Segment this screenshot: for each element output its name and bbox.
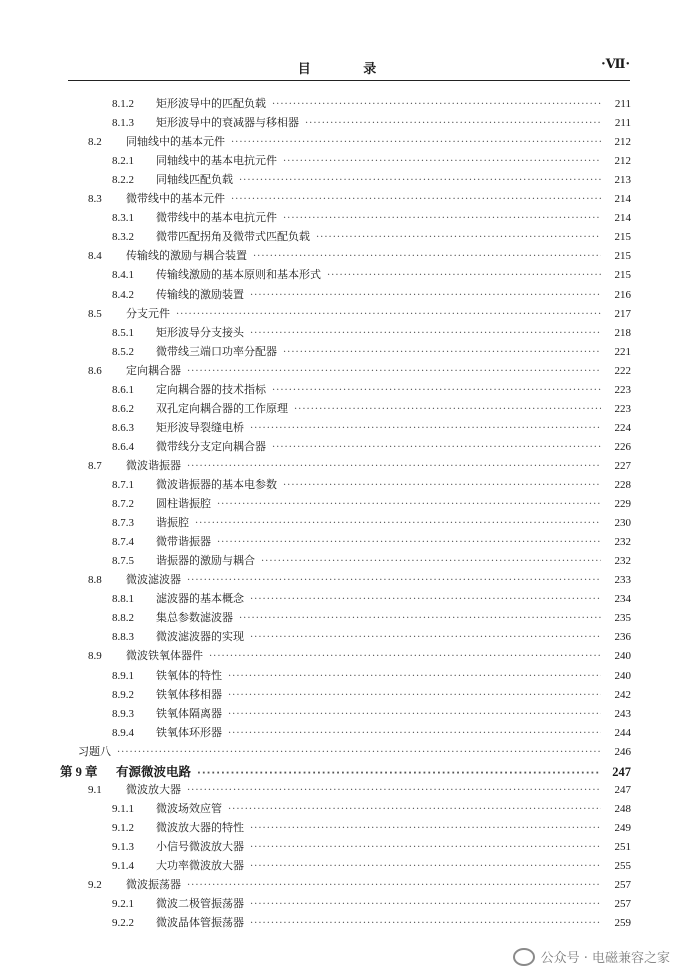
toc-section-number: 8.7.3 bbox=[112, 517, 134, 530]
toc-row[interactable] bbox=[112, 95, 631, 113]
toc-page-number: 215 bbox=[614, 269, 631, 282]
toc-page-number: 211 bbox=[614, 98, 631, 110]
toc-leader-dots bbox=[283, 156, 601, 167]
toc-page-number: 247 bbox=[612, 764, 631, 779]
toc-leader-dots bbox=[231, 194, 601, 205]
toc-section-title: 同轴线匹配负载 bbox=[156, 173, 233, 187]
toc-leader-dots bbox=[228, 728, 601, 739]
toc-row[interactable] bbox=[112, 914, 631, 932]
toc-section-number: 8.7.1 bbox=[112, 479, 134, 491]
toc-row[interactable] bbox=[112, 533, 631, 551]
toc-page-number: 227 bbox=[614, 459, 631, 472]
toc-section-title: 同轴线中的基本元件 bbox=[126, 135, 225, 149]
toc-page-number: 211 bbox=[614, 117, 631, 130]
toc-leader-dots bbox=[316, 232, 601, 243]
toc-section-title: 矩形波导裂缝电桥 bbox=[156, 420, 244, 434]
toc-page-number: 257 bbox=[614, 898, 631, 911]
toc-leader-dots bbox=[217, 499, 601, 510]
toc-row[interactable] bbox=[112, 114, 631, 132]
toc-section-number: 8.8 bbox=[88, 574, 102, 587]
toc-leader-dots bbox=[228, 671, 601, 682]
toc-section-number: 9.1.4 bbox=[112, 860, 134, 872]
toc-section-title: 分支元件 bbox=[126, 306, 170, 320]
toc-section-number: 8.6.1 bbox=[112, 383, 134, 396]
toc-section-number: 8.9.1 bbox=[112, 669, 134, 682]
toc-leader-dots bbox=[250, 899, 601, 910]
toc-section-number: 8.9 bbox=[88, 650, 102, 663]
toc-leader-dots bbox=[217, 537, 601, 548]
toc-page-number: 246 bbox=[614, 745, 631, 758]
toc-row[interactable] bbox=[112, 381, 631, 399]
toc-section-number: 8.7.2 bbox=[112, 498, 134, 511]
toc-section-title: 微带线分支定向耦合器 bbox=[156, 439, 266, 453]
toc-leader-dots bbox=[283, 347, 601, 358]
toc-row[interactable] bbox=[112, 552, 631, 570]
toc-row[interactable] bbox=[78, 743, 631, 761]
toc-row[interactable] bbox=[112, 857, 631, 875]
toc-leader-dots bbox=[250, 290, 601, 301]
toc-leader-dots bbox=[209, 651, 601, 662]
toc-row[interactable] bbox=[88, 571, 631, 589]
toc-page-number: 251 bbox=[614, 840, 631, 853]
toc-row[interactable] bbox=[112, 895, 631, 913]
toc-page-number: 218 bbox=[614, 326, 631, 339]
toc-page-number: 214 bbox=[614, 212, 631, 225]
toc-row[interactable] bbox=[88, 190, 631, 208]
toc-section-title: 铁氧体环形器 bbox=[156, 725, 222, 739]
toc-page-number: 232 bbox=[614, 536, 631, 549]
toc-section-title: 谐振器的激励与耦合 bbox=[156, 554, 255, 568]
toc-section-number: 8.6 bbox=[88, 364, 102, 377]
toc-section-title: 铁氧体隔离器 bbox=[156, 706, 222, 720]
toc-leader-dots bbox=[228, 804, 601, 815]
toc-leader-dots bbox=[253, 251, 601, 262]
toc-section-number: 8.9.3 bbox=[112, 707, 134, 720]
toc-row[interactable] bbox=[88, 247, 631, 265]
toc-section-title: 传输线激励的基本原则和基本形式 bbox=[156, 268, 321, 282]
toc-leader-dots bbox=[272, 99, 601, 110]
toc-leader-dots bbox=[187, 461, 601, 472]
toc-section-number: 8.7.4 bbox=[112, 536, 134, 549]
toc-section-number: 8.6.3 bbox=[112, 421, 134, 434]
toc-row[interactable] bbox=[88, 305, 631, 323]
toc-section-number: 8.1.2 bbox=[112, 98, 134, 110]
toc-row[interactable] bbox=[112, 686, 631, 704]
toc-leader-dots bbox=[250, 328, 601, 339]
toc-page-number: 240 bbox=[614, 669, 631, 682]
watermark-text: 公众号 · 电磁兼容之家 bbox=[540, 951, 670, 966]
toc-section-number: 9.1 bbox=[88, 783, 102, 796]
toc-section-title: 定向耦合器 bbox=[126, 363, 181, 377]
toc-section-title: 矩形波导中的衰减器与移相器 bbox=[156, 116, 299, 130]
toc-section-number: 8.6.2 bbox=[112, 402, 134, 415]
toc-row[interactable] bbox=[112, 514, 631, 532]
toc-section-title: 微波场效应管 bbox=[156, 801, 222, 815]
toc-section-number: 8.8.3 bbox=[112, 631, 134, 644]
toc-leader-dots bbox=[239, 613, 601, 624]
toc-leader-dots bbox=[283, 213, 601, 224]
toc-row[interactable] bbox=[112, 209, 631, 227]
toc-row[interactable] bbox=[88, 781, 631, 799]
toc-section-title: 滤波器的基本概念 bbox=[156, 592, 244, 606]
toc-row[interactable] bbox=[88, 876, 631, 894]
toc-leader-dots bbox=[294, 404, 601, 415]
toc-row[interactable] bbox=[112, 800, 631, 818]
toc-row[interactable] bbox=[112, 324, 631, 342]
wechat-icon bbox=[513, 948, 535, 966]
toc-section-title: 大功率微波放大器 bbox=[156, 859, 244, 872]
toc-row[interactable] bbox=[112, 343, 631, 361]
toc-section-number: 8.5 bbox=[88, 307, 102, 320]
toc-section-number: 8.4 bbox=[88, 250, 102, 263]
toc-row[interactable] bbox=[112, 838, 631, 856]
toc-leader-dots bbox=[261, 556, 601, 567]
toc-page-number: 212 bbox=[614, 155, 631, 168]
header-page-number: ·Ⅶ· bbox=[601, 57, 630, 72]
toc-section-title: 习题八 bbox=[78, 744, 111, 758]
toc-leader-dots bbox=[117, 747, 601, 758]
toc-section-title: 微带线中的基本元件 bbox=[126, 192, 225, 206]
toc-chapter-row[interactable] bbox=[60, 762, 631, 780]
toc-leader-dots bbox=[187, 366, 601, 377]
toc-page-number: 234 bbox=[614, 593, 631, 606]
toc-section-title: 微带谐振器 bbox=[156, 535, 211, 549]
toc-section-number: 8.4.1 bbox=[112, 269, 134, 282]
toc-section-title: 矩形波导分支接头 bbox=[156, 325, 244, 339]
toc-section-number: 8.2.1 bbox=[112, 155, 134, 168]
toc-leader-dots bbox=[231, 137, 601, 148]
toc-section-number: 9.1.1 bbox=[112, 802, 134, 815]
toc-page-number: 243 bbox=[614, 707, 631, 720]
toc-leader-dots bbox=[228, 709, 601, 720]
toc-section-number: 8.3.1 bbox=[112, 212, 134, 225]
toc-leader-dots bbox=[187, 785, 601, 796]
toc-row[interactable] bbox=[112, 171, 631, 189]
toc-row[interactable] bbox=[112, 152, 631, 170]
toc-section-title: 微波二极管振荡器 bbox=[156, 897, 244, 911]
toc-page-number: 215 bbox=[614, 231, 631, 244]
toc-leader-dots bbox=[197, 768, 601, 779]
toc-leader-dots bbox=[239, 175, 601, 186]
toc-leader-dots bbox=[250, 842, 601, 853]
toc-section-number: 8.1.3 bbox=[112, 117, 134, 130]
toc-leader-dots bbox=[305, 118, 601, 129]
toc-section-number: 8.5.1 bbox=[112, 326, 134, 339]
toc-page-number: 215 bbox=[614, 250, 631, 263]
toc-row[interactable] bbox=[112, 286, 631, 304]
toc-section-title: 传输线的激励与耦合装置 bbox=[126, 249, 247, 263]
toc-row[interactable] bbox=[88, 362, 631, 380]
toc-row[interactable] bbox=[112, 667, 631, 685]
toc-page-number: 257 bbox=[614, 879, 631, 892]
toc-page-number: 240 bbox=[614, 650, 631, 663]
toc-section-number: 8.7.5 bbox=[112, 555, 134, 568]
toc-leader-dots bbox=[283, 480, 601, 491]
toc-section-number: 9.1.2 bbox=[112, 821, 134, 834]
toc-section-title: 微带匹配拐角及微带式匹配负载 bbox=[156, 230, 310, 244]
toc-leader-dots bbox=[228, 690, 601, 701]
toc-row[interactable] bbox=[112, 419, 631, 437]
toc-row[interactable] bbox=[112, 400, 631, 418]
toc-row[interactable] bbox=[112, 628, 631, 646]
toc-section-number: 9.2.1 bbox=[112, 898, 134, 911]
toc-section-number: 8.9.4 bbox=[112, 726, 134, 739]
toc-section-number: 8.8.1 bbox=[112, 593, 134, 606]
toc-page-number: 214 bbox=[614, 193, 631, 206]
toc-page-number: 255 bbox=[614, 860, 631, 872]
toc-page-number: 222 bbox=[614, 364, 631, 377]
toc-section-number: 第 9 章 bbox=[60, 764, 98, 779]
toc-page-number: 242 bbox=[614, 688, 631, 701]
toc-page-number: 217 bbox=[614, 307, 631, 320]
toc-section-number: 8.4.2 bbox=[112, 288, 134, 301]
toc-section-number: 8.3 bbox=[88, 193, 102, 206]
toc-page-number: 259 bbox=[614, 917, 631, 930]
toc-section-number: 8.7 bbox=[88, 459, 102, 472]
toc-leader-dots bbox=[250, 423, 601, 434]
toc-row[interactable] bbox=[88, 647, 631, 665]
toc-section-number: 9.2 bbox=[88, 879, 102, 892]
toc-section-title: 谐振腔 bbox=[156, 516, 189, 530]
toc-section-number: 9.2.2 bbox=[112, 917, 134, 930]
toc-section-title: 圆柱谐振腔 bbox=[156, 497, 211, 511]
toc-section-title: 传输线的激励装置 bbox=[156, 287, 244, 301]
toc-page-number: 235 bbox=[614, 612, 631, 625]
toc-section-title: 铁氧体的特性 bbox=[156, 668, 222, 682]
toc-section-title: 微波晶体管振荡器 bbox=[156, 916, 244, 930]
toc-leader-dots bbox=[250, 594, 601, 605]
toc-leader-dots bbox=[176, 309, 601, 320]
toc-section-number: 8.8.2 bbox=[112, 612, 134, 625]
toc-section-title: 微波滤波器的实现 bbox=[156, 630, 244, 644]
toc-leader-dots bbox=[250, 632, 601, 643]
toc-row[interactable] bbox=[112, 590, 631, 608]
toc-row[interactable] bbox=[112, 266, 631, 284]
toc-page-number: 216 bbox=[614, 288, 631, 301]
toc-leader-dots bbox=[250, 918, 601, 929]
toc-section-title: 微波滤波器 bbox=[126, 573, 181, 587]
toc-page-number: 223 bbox=[614, 402, 631, 415]
toc-section-number: 9.1.3 bbox=[112, 840, 134, 853]
toc-section-number: 8.9.2 bbox=[112, 688, 134, 701]
toc-page-number: 226 bbox=[614, 440, 631, 453]
toc-row[interactable] bbox=[112, 819, 631, 837]
toc-row[interactable] bbox=[112, 609, 631, 627]
toc-section-title: 铁氧体移相器 bbox=[156, 687, 222, 701]
toc-row[interactable] bbox=[88, 457, 631, 475]
toc-section-title: 微波放大器 bbox=[126, 782, 181, 796]
watermark bbox=[513, 947, 670, 966]
toc-section-title: 微波振荡器 bbox=[126, 878, 181, 892]
toc-section-number: 8.2.2 bbox=[112, 174, 134, 187]
toc-section-title: 微波铁氧体器件 bbox=[126, 649, 203, 663]
toc-leader-dots bbox=[272, 442, 601, 453]
toc-section-title: 微带线三端口功率分配器 bbox=[156, 344, 277, 358]
toc-page-number: 236 bbox=[614, 631, 631, 644]
toc-section-title: 微波放大器的特性 bbox=[156, 820, 244, 834]
toc-leader-dots bbox=[187, 575, 601, 586]
toc-row[interactable] bbox=[112, 705, 631, 723]
toc-page-number: 221 bbox=[614, 345, 631, 358]
toc-section-title: 有源微波电路 bbox=[116, 763, 192, 779]
toc-row[interactable] bbox=[112, 495, 631, 513]
page-header bbox=[68, 56, 630, 81]
toc-page-number: 230 bbox=[614, 517, 631, 530]
toc-row[interactable] bbox=[112, 476, 631, 494]
toc-leader-dots bbox=[250, 861, 601, 872]
toc-page-number: 244 bbox=[614, 726, 631, 739]
toc-section-number: 8.3.2 bbox=[112, 231, 134, 244]
toc-section-number: 8.2 bbox=[88, 136, 102, 149]
toc-leader-dots bbox=[250, 823, 601, 834]
toc-page-number: 249 bbox=[614, 821, 631, 834]
toc-page-number: 224 bbox=[614, 421, 631, 434]
toc-leader-dots bbox=[187, 880, 601, 891]
header-title: 目 录 bbox=[297, 62, 401, 77]
toc-section-title: 集总参数滤波器 bbox=[156, 611, 233, 625]
toc-row[interactable] bbox=[112, 724, 631, 742]
toc-section-title: 定向耦合器的技术指标 bbox=[156, 382, 266, 396]
toc-section-title: 微波谐振器 bbox=[126, 458, 181, 472]
toc-section-number: 8.6.4 bbox=[112, 440, 134, 453]
toc-row[interactable] bbox=[88, 133, 631, 151]
toc-section-title: 微波谐振器的基本电参数 bbox=[156, 478, 277, 491]
toc-leader-dots bbox=[327, 270, 601, 281]
toc-section-title: 微带线中的基本电抗元件 bbox=[156, 211, 277, 225]
toc-page-number: 213 bbox=[614, 174, 631, 187]
toc-page-number: 248 bbox=[614, 802, 631, 815]
toc-section-title: 双孔定向耦合器的工作原理 bbox=[156, 401, 288, 415]
toc-page-number: 223 bbox=[614, 383, 631, 396]
toc-section-title: 小信号微波放大器 bbox=[156, 839, 244, 853]
toc-page-number: 228 bbox=[614, 479, 631, 491]
toc-row[interactable] bbox=[112, 228, 631, 246]
toc-page-number: 212 bbox=[614, 136, 631, 149]
toc-section-number: 8.5.2 bbox=[112, 345, 134, 358]
toc-page-number: 233 bbox=[614, 574, 631, 587]
toc-page-number: 232 bbox=[614, 555, 631, 568]
toc-page-number: 247 bbox=[614, 783, 631, 796]
toc-section-title: 同轴线中的基本电抗元件 bbox=[156, 154, 277, 168]
toc-leader-dots bbox=[195, 518, 601, 529]
toc-row[interactable] bbox=[112, 438, 631, 456]
toc-page-number: 229 bbox=[614, 498, 631, 511]
toc-leader-dots bbox=[272, 385, 601, 396]
toc-section-title: 矩形波导中的匹配负载 bbox=[156, 97, 266, 110]
